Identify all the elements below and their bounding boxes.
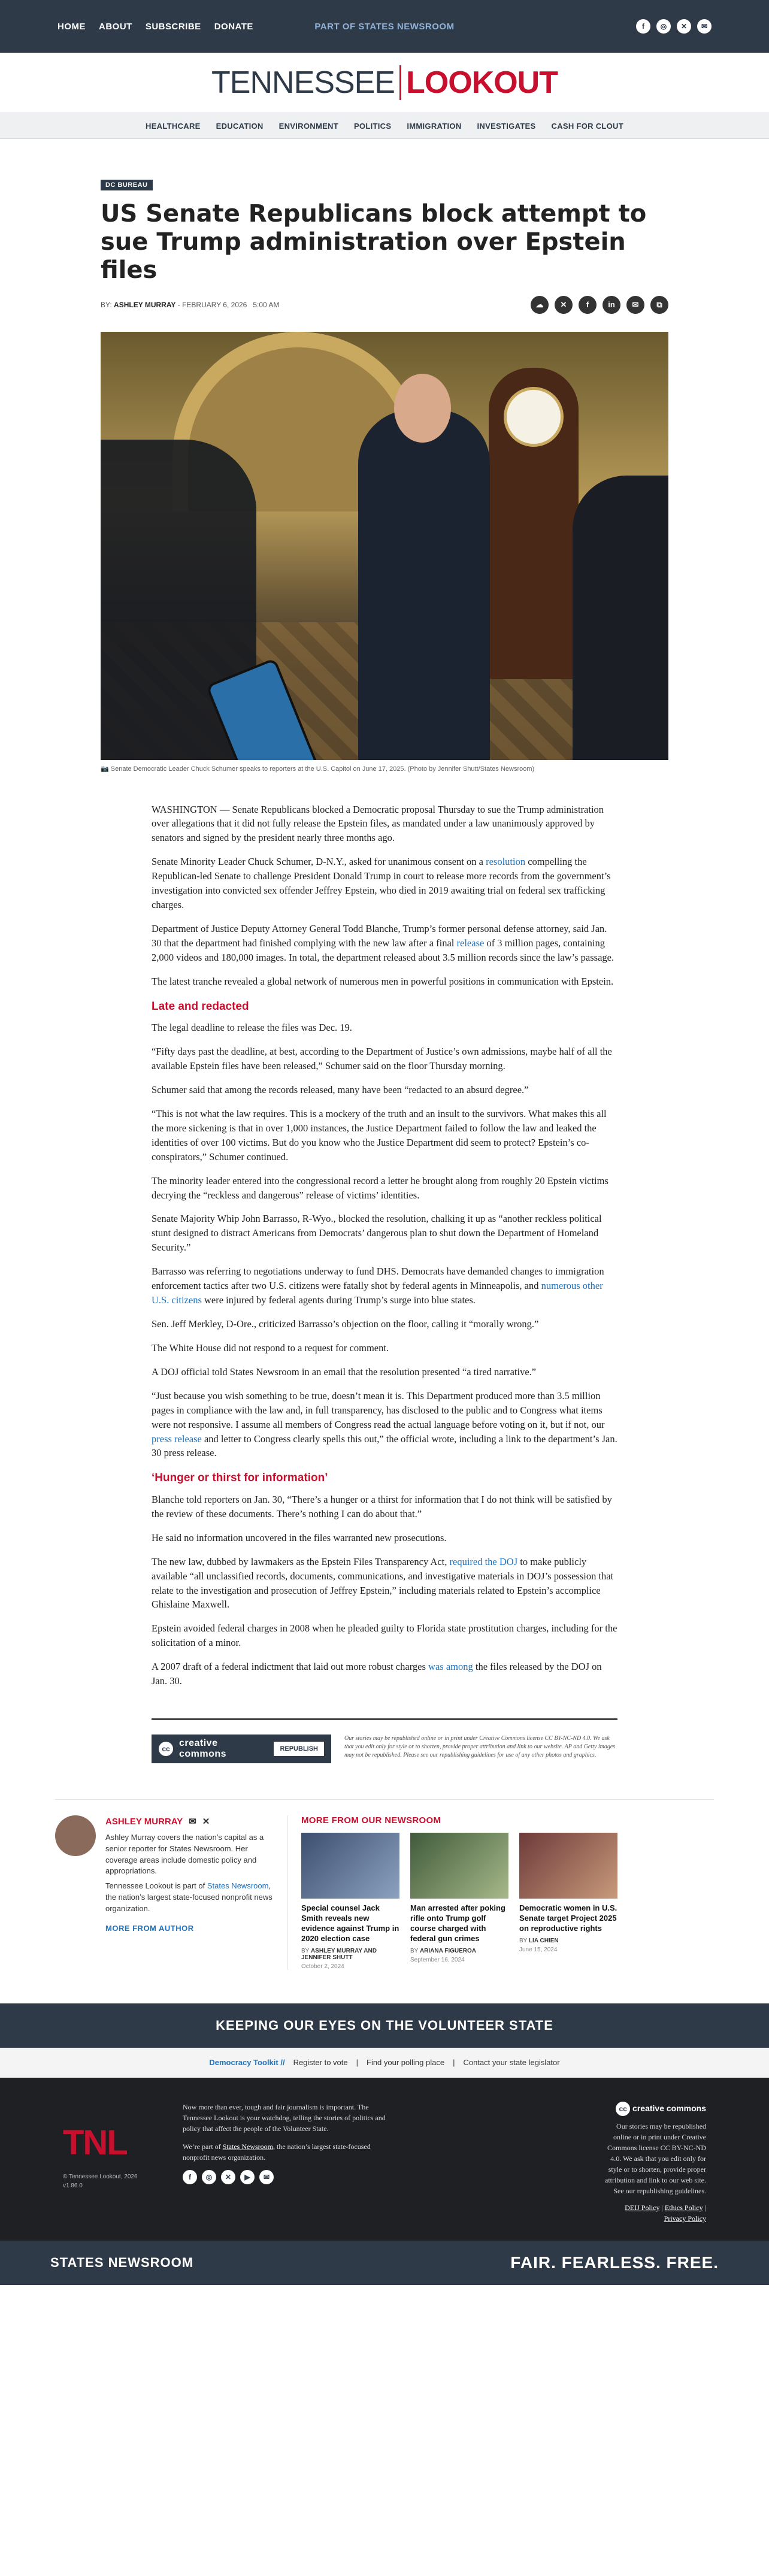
photo-clock-face [504,387,564,447]
footer-ethics-link[interactable]: Ethics Policy [664,2203,703,2212]
news-card[interactable] [410,1833,508,1970]
paragraph: “This is not what the law requires. This is a mockery of the truth and an insult to the survivors. What makes this all the more sickening is that in over 1,000 instances, the Justice Department failed to follow the law and leaked the identities of over 100 victims. But do you know who the Justice Department did seem to protect? Epstein’s co-conspirators,” Schumer continued. [152,1107,607,1163]
nav-home[interactable]: HOME [57,21,86,32]
email-icon[interactable]: ✉ [697,19,712,34]
publish-date: - FEBRUARY 6, 2026 [177,300,247,309]
cc-icon: cc [159,1742,173,1756]
paragraph: Senate Majority Whip John Barrasso, R-Wyo., blocked the resolution, chalking it up as “another reckless political stunt designed to distract Americans from Democrats’ dangerous plan to shut down the Department of Homeland Security.” [152,1213,602,1254]
footer-network: We’re part of States Newsroom, the nation’s largest state-focused nonprofit news organization. [183,2142,371,2162]
cc-label: creative commons [178,1738,227,1760]
card-headline[interactable]: Democratic women in U.S. Senate target Project 2025 on reproductive rights [519,1903,617,1933]
masthead-right: LOOKOUT [406,65,558,100]
paragraph: He said no information uncovered in the files warranted new prosecutions. [152,1531,447,1543]
share-buttons [531,296,668,314]
article-header [101,139,668,314]
author-box [55,1815,277,1970]
citizens-link[interactable]: numerous other U.S. citizens [152,1280,603,1306]
masthead-logo[interactable] [0,53,769,113]
creative-commons-box [152,1735,331,1763]
footer-cc-icon: cc [616,2102,630,2116]
footer [0,2078,769,2241]
email-share-icon[interactable]: ✉ [626,296,644,314]
news-cards [301,1833,714,1970]
section-immigration[interactable]: IMMIGRATION [407,121,462,131]
news-card[interactable] [519,1833,617,1970]
masthead-left: TENNESSEE [211,65,395,100]
paragraph: The White House did not respond to a request for comment. [152,1342,389,1354]
section-nav [0,113,769,139]
states-newsroom-logo[interactable]: STATES NEWSROOM [50,2254,194,2270]
hero-photo [101,332,668,760]
footer-logo-col [63,2102,159,2224]
caption-text: Senate Democratic Leader Chuck Schumer speaks to reporters at the U.S. Capitol on June 17, 2025. (Photo by Jennifer Shutt/States Newsroom) [110,765,535,773]
paragraph: “Just because you wish something to be true, doesn’t mean it is. This Department produced more than 3.5 million pages in compliance with the law and, in full transparency, has disclosed to the public and to Congress what items were not responsive. I assume all members of Congress read the actual language before voting on it, but if not, our press release and letter to Congress clearly spells this out,” the official wrote, including a link to the department’s Jan. 30 press release. [152,1390,617,1459]
card-date: October 2, 2024 [301,1963,344,1970]
republish-section [152,1718,617,1763]
footer-deij-link[interactable]: DEIJ Policy [625,2203,660,2212]
toolkit-polling-link[interactable]: Find your polling place [367,2058,445,2068]
release-link[interactable]: release [456,937,485,949]
democracy-toolkit [0,2048,769,2078]
footer-cc-label: cc creative commons [602,2102,706,2116]
nav-donate[interactable]: DONATE [214,21,253,32]
author-network: Tennessee Lookout is part of States Newsroom, the nation’s largest state-focused nonprofit news organization. [105,1881,273,1913]
photo-crowd-right [573,476,668,760]
top-social [636,19,712,34]
card-headline[interactable]: Special counsel Jack Smith reveals new evidence against Trump in 2020 election case [301,1903,399,1943]
more-news-title: MORE FROM OUR NEWSROOM [301,1815,441,1826]
toolkit-title: Democracy Toolkit // [209,2058,285,2068]
footer-facebook-icon[interactable]: f [183,2170,197,2184]
card-image[interactable] [301,1833,399,1899]
photo-head [394,374,451,443]
republish-text: Our stories may be republished online or in print under Creative Commons license CC BY-NC-ND 4.0. We ask that you edit only for style or to shorten, provide proper attribution and link to our website. AP and Getty images may not be republished. Please see our republishing guidelines for use of any other photos and graphics. [344,1735,616,1759]
section-education[interactable]: EDUCATION [216,121,264,131]
footer-left [63,2102,602,2224]
paragraph: Epstein avoided federal charges in 2008 when he pleaded guilty to Florida state prostitution charges, including for the solicitation of a minor. [152,1623,617,1649]
footer-logo[interactable]: TNL [63,2123,127,2162]
instagram-icon[interactable]: ◎ [656,19,671,34]
card-byline: BY ARIANA FIGUEROA [410,1947,477,1954]
resolution-link[interactable]: resolution [486,856,526,868]
paragraph: “Fifty days past the deadline, at best, according to the Department of Justice’s own admissions, maybe half of all the available Epstein files have been released,” Schumer said on the floor Thursday morning. [152,1046,612,1072]
paragraph: The latest tranche revealed a global network of numerous men in powerful positions in communication with Epstein. [152,975,614,987]
paragraph: Blanche told reporters on Jan. 30, “There’s a hunger or a thirst for information that I do not think will be satisfied by the review of these documents. There’s nothing I can do about that.” [152,1493,612,1519]
author-name[interactable]: ASHLEY MURRAY [105,1817,183,1827]
card-headline[interactable]: Man arrested after poking rifle onto Trump golf course charged with federal gun crimes [410,1903,505,1943]
footer-copyright: © Tennessee Lookout, 2026 v1.86.0 [63,2173,138,2189]
states-newsroom-link[interactable]: States Newsroom [207,1881,269,1891]
nav-about[interactable]: ABOUT [99,21,132,32]
footer-right [602,2102,706,2224]
avatar [55,1815,96,1856]
republish-button[interactable]: REPUBLISH [274,1742,324,1756]
byline [101,296,668,314]
more-news [287,1815,714,1970]
article-body [152,803,617,1689]
nav-subscribe[interactable]: SUBSCRIBE [145,21,201,32]
footer-social [183,2170,398,2184]
facebook-share-icon[interactable]: f [579,296,597,314]
subheading: ‘Hunger or thirst for information’ [152,1472,328,1485]
card-date: September 16, 2024 [410,1956,465,1963]
section-cash-for-clout[interactable]: CASH FOR CLOUT [551,121,623,131]
category-badge[interactable]: DC BUREAU [101,180,153,190]
author-bio: Ashley Murray covers the nation’s capital as a senior reporter for States Newsroom. Her coverage areas include domestic policy and appropriations. [105,1832,264,1876]
paragraph: The minority leader entered into the congressional record a letter he brought along from roughly 20 Epstein victims decrying the “reckless and dangerous” release of victims’ identities. [152,1175,608,1201]
facebook-icon[interactable]: f [636,19,650,34]
footer-text [183,2102,398,2224]
paragraph: A DOJ official told States Newsroom in an email that the resolution presented “a tired narrative.” [152,1366,537,1378]
section-investigates[interactable]: INVESTIGATES [477,121,536,131]
press-release-link[interactable]: press release [152,1433,202,1445]
author-and-more [55,1799,714,1970]
paragraph: Senate Minority Leader Chuck Schumer, D-N.Y., asked for unanimous consent on a resolution compelling the Republican-led Senate to challenge President Donald Trump in court to release more records from the government’s investigation into convicted sex offender Jeffrey Epstein, who died in 2019 awaiting trial on federal sex trafficking charges. [152,856,611,911]
paragraph: The new law, dubbed by lawmakers as the Epstein Files Transparency Act, required the DOJ to make publicly available “all unclassified records, documents, communications, and investigative materials in DOJ’s possession that relate to the investigation and prosecution of Jeffrey Epstein,” including materials related to Epstein’s accomplice Ghislaine Maxwell. [152,1555,614,1611]
top-bar [0,0,769,53]
section-healthcare[interactable]: HEALTHCARE [146,121,201,131]
toolkit-register-link[interactable]: Register to vote [293,2058,348,2068]
bluesky-icon[interactable]: ☁ [531,296,549,314]
camera-icon: 📷 [101,765,109,773]
footer-states-newsroom-link[interactable]: States Newsroom [222,2142,273,2151]
footer-youtube-icon[interactable]: ▶ [240,2170,255,2184]
paragraph: A 2007 draft of a federal indictment that laid out more robust charges was among the files released by the DOJ on Jan. 30. [152,1661,602,1687]
card-image[interactable] [519,1833,617,1899]
paragraph: The legal deadline to release the files was Dec. 19. [152,1022,352,1034]
paragraph: Sen. Jeff Merkley, D-Ore., criticized Barrasso’s objection on the floor, calling it “morally wrong.” [152,1318,539,1330]
footer-twitter-icon[interactable]: ✕ [221,2170,235,2184]
author-name-row [105,1815,277,1829]
network-label[interactable]: PART OF STATES NEWSROOM [314,21,455,32]
bottom-bar [0,2241,769,2285]
footer-privacy-link[interactable]: Privacy Policy [664,2214,706,2223]
was-among-link[interactable]: was among [428,1661,473,1673]
paragraph: WASHINGTON — Senate Republicans blocked a Democratic proposal Thursday to sue the Trump administration over allegations that it did not fully release the Epstein files, as mandated under a law unanimously approved by senators and signed by the president nearly three months ago. [152,803,604,844]
footer-links: DEIJ Policy | Ethics Policy | Privacy Policy [625,2203,706,2223]
author-x-icon[interactable]: ✕ [202,1817,210,1827]
linkedin-icon[interactable]: in [603,296,620,314]
article-title: US Senate Republicans block attempt to sue Trump administration over Epstein files [101,200,647,284]
footer-license-text: Our stories may be republished online or in print under Creative Commons license CC BY-NC-ND 4.0. We ask that you edit only for style or to shorten, provide proper attribution and link to our web site. See our republishing guidelines. [605,2121,706,2195]
footer-instagram-icon[interactable]: ◎ [202,2170,216,2184]
card-date: June 15, 2024 [519,1946,558,1953]
section-environment[interactable]: ENVIRONMENT [278,121,338,131]
section-politics[interactable]: POLITICS [353,121,392,131]
paragraph: Schumer said that among the records released, many have been “redacted to an absurd degree.” [152,1084,529,1096]
author-info [105,1815,277,1970]
card-byline: BY LIA CHIEN [519,1937,559,1944]
copy-link-icon[interactable]: ⧉ [650,296,668,314]
author-email-icon[interactable]: ✉ [189,1817,196,1827]
card-byline: BY ASHLEY MURRAY AND JENNIFER SHUTT [301,1947,377,1961]
photo-caption [101,765,668,773]
card-image[interactable] [410,1833,508,1899]
twitter-icon[interactable]: ✕ [677,19,691,34]
paragraph: Barrasso was referring to negotiations underway to fund DHS. Democrats have demanded changes to immigration enforcement tactics after two U.S. citizens were fatally shot by federal agents in Minneapolis, and numerous other U.S. citizens were injured by federal agents during Trump’s surge into blue states. [152,1266,604,1306]
paragraph: Department of Justice Deputy Attorney General Todd Blanche, Trump’s former personal defense attorney, said Jan. 30 that the department had finished complying with the new law after a final release of 3 million pages, containing 2,000 videos and 180,000 images. In total, the department released about 3.5 million records since the law’s passage. [152,923,614,963]
tagline: FAIR. FEARLESS. FREE. [510,2253,719,2272]
more-from-author-link[interactable]: MORE FROM AUTHOR [105,1923,194,1933]
top-nav [57,22,253,32]
volunteer-banner: KEEPING OUR EYES ON THE VOLUNTEER STATE [0,2003,769,2048]
required-doj-link[interactable]: required the DOJ [449,1555,518,1567]
by-label: BY: [101,300,112,309]
toolkit-separator: | [453,2058,455,2068]
footer-mission: Now more than ever, tough and fair journalism is important. The Tennessee Lookout is your watchdog, telling the stories of politics and policy that affect the people of the Volunteer State. [183,2102,386,2133]
x-icon[interactable]: ✕ [555,296,573,314]
footer-email-icon[interactable]: ✉ [259,2170,274,2184]
photo-person [358,410,490,760]
toolkit-legislator-link[interactable]: Contact your state legislator [463,2058,560,2068]
toolkit-separator: | [356,2058,358,2068]
publish-time: 5:00 AM [253,300,280,309]
news-card[interactable] [301,1833,399,1970]
author-link[interactable]: ASHLEY MURRAY [114,300,176,309]
subheading: Late and redacted [152,1000,249,1013]
